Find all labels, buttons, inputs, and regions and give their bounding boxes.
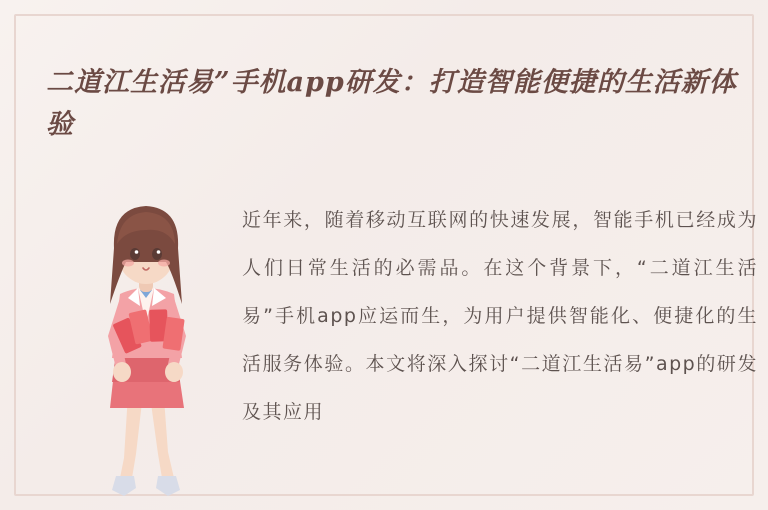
document-content bbox=[20, 18, 758, 492]
article-body: 近年来，随着移动互联网的快速发展，智能手机已经成为人们日常生活的必需品。在这个背景下，“二道江生活易”手机app应运而生，为用户提供智能化、便捷化的生活服务体验。本文将深入探讨“二道江生活易”app的研发及其应用 bbox=[242, 209, 758, 423]
page-title: 二道江生活易”手机app研发：打造智能便捷的生活新体验 bbox=[46, 67, 737, 140]
woman-holding-cards-illustration bbox=[54, 186, 234, 506]
